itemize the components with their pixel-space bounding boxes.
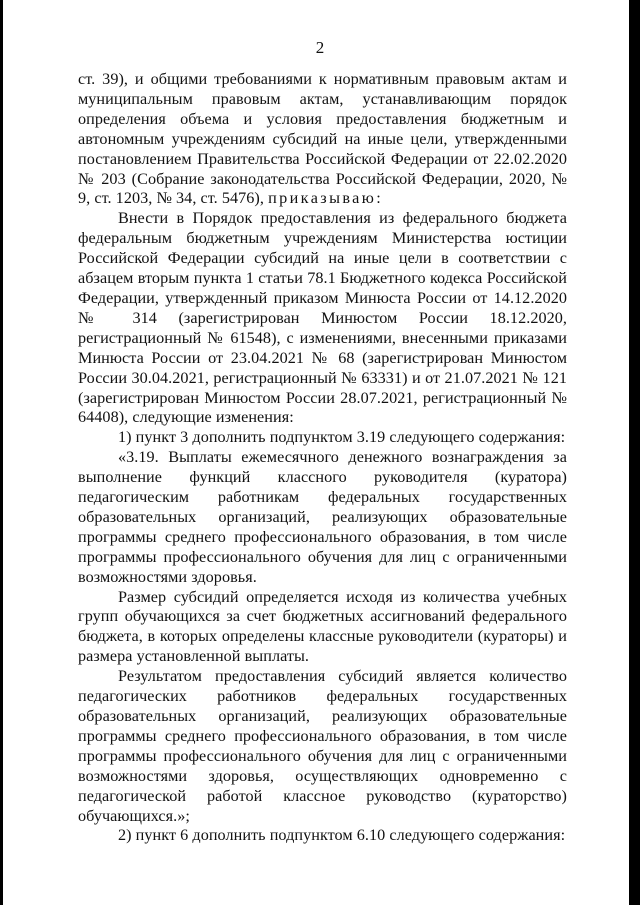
- scan-border-right: [629, 0, 640, 905]
- paragraph-amendment-intro: Внести в Порядок предоставления из федерального бюджета федеральным бюджетным учреждениям Министерства юстиции Российской Федерации субсидий на иные цели в соответствии с абзацем вторым пункта 1 статьи 78.1 Бюджетного кодекса Российской Федерации, утвержденный приказом Минюста России от 14.12.2020 № 314 (зарегистрирован Минюстом России 18.12.2020, регистрационный № 61548), с изменениями, внесенными приказами Минюста России от 23.04.2021 № 68 (зарегистрирован Минюстом России 30.04.2021, регистрационный № 63331) и от 21.07.2021 № 121 (зарегистрирован Минюстом России 28.07.2021, регистрационный № 64408), следующие изменения:: [78, 209, 567, 427]
- paragraph-subsidy-result: Результатом предоставления субсидий является количество педагогических работников федеральных государственных образовательных организаций, реализующих образовательные программы среднего профессионального образования, в том числе программы профессионального обучения для лиц с ограниченными возможностями здоровья, осуществляющих одновременно с педагогической работой классное руководство (кураторство) обучающихся.»;: [78, 667, 567, 825]
- paragraph-subsidy-size: Размер субсидий определяется исходя из количества учебных групп обучающихся за счет бюджетных ассигнований федерального бюджета, в которых определены классные руководители (кураторы) и размера установленной выплаты.: [78, 587, 567, 666]
- document-body: [78, 70, 567, 846]
- paragraph-subitem-3-19: «3.19. Выплаты ежемесячного денежного вознаграждения за выполнение функций классного руководителя (куратора) педагогическим работникам федеральных государственных образовательных организаций, реализующих образовательные программы среднего профессионального образования, в том числе программы профессионального обучения для лиц с ограниченными возможностями здоровья.: [78, 448, 567, 586]
- paragraph-item-1: 1) пункт 3 дополнить подпунктом 3.19 следующего содержания:: [118, 428, 566, 447]
- paragraph-item-2: 2) пункт 6 дополнить подпунктом 6.10 следующего содержания:: [118, 826, 566, 845]
- order-keyword: приказываю:: [268, 189, 384, 208]
- scan-border-left: [0, 0, 3, 905]
- page-number: 2: [315, 38, 325, 57]
- paragraph-legal-basis: [78, 70, 567, 209]
- legal-basis-text: ст. 39), и общими требованиями к нормативным правовым актам и муниципальным правовым актам, устанавливающим порядок определения объема и условия предоставления бюджетным и автономным учреждениям субсидий на иные цели, утвержденными постановлением Правительства Российской Федерации от 22.02.2020 № 203 (Собрание законодательства Российской Федерации, 2020, № 9, ст. 1203, № 34, ст. 5476),: [78, 70, 567, 208]
